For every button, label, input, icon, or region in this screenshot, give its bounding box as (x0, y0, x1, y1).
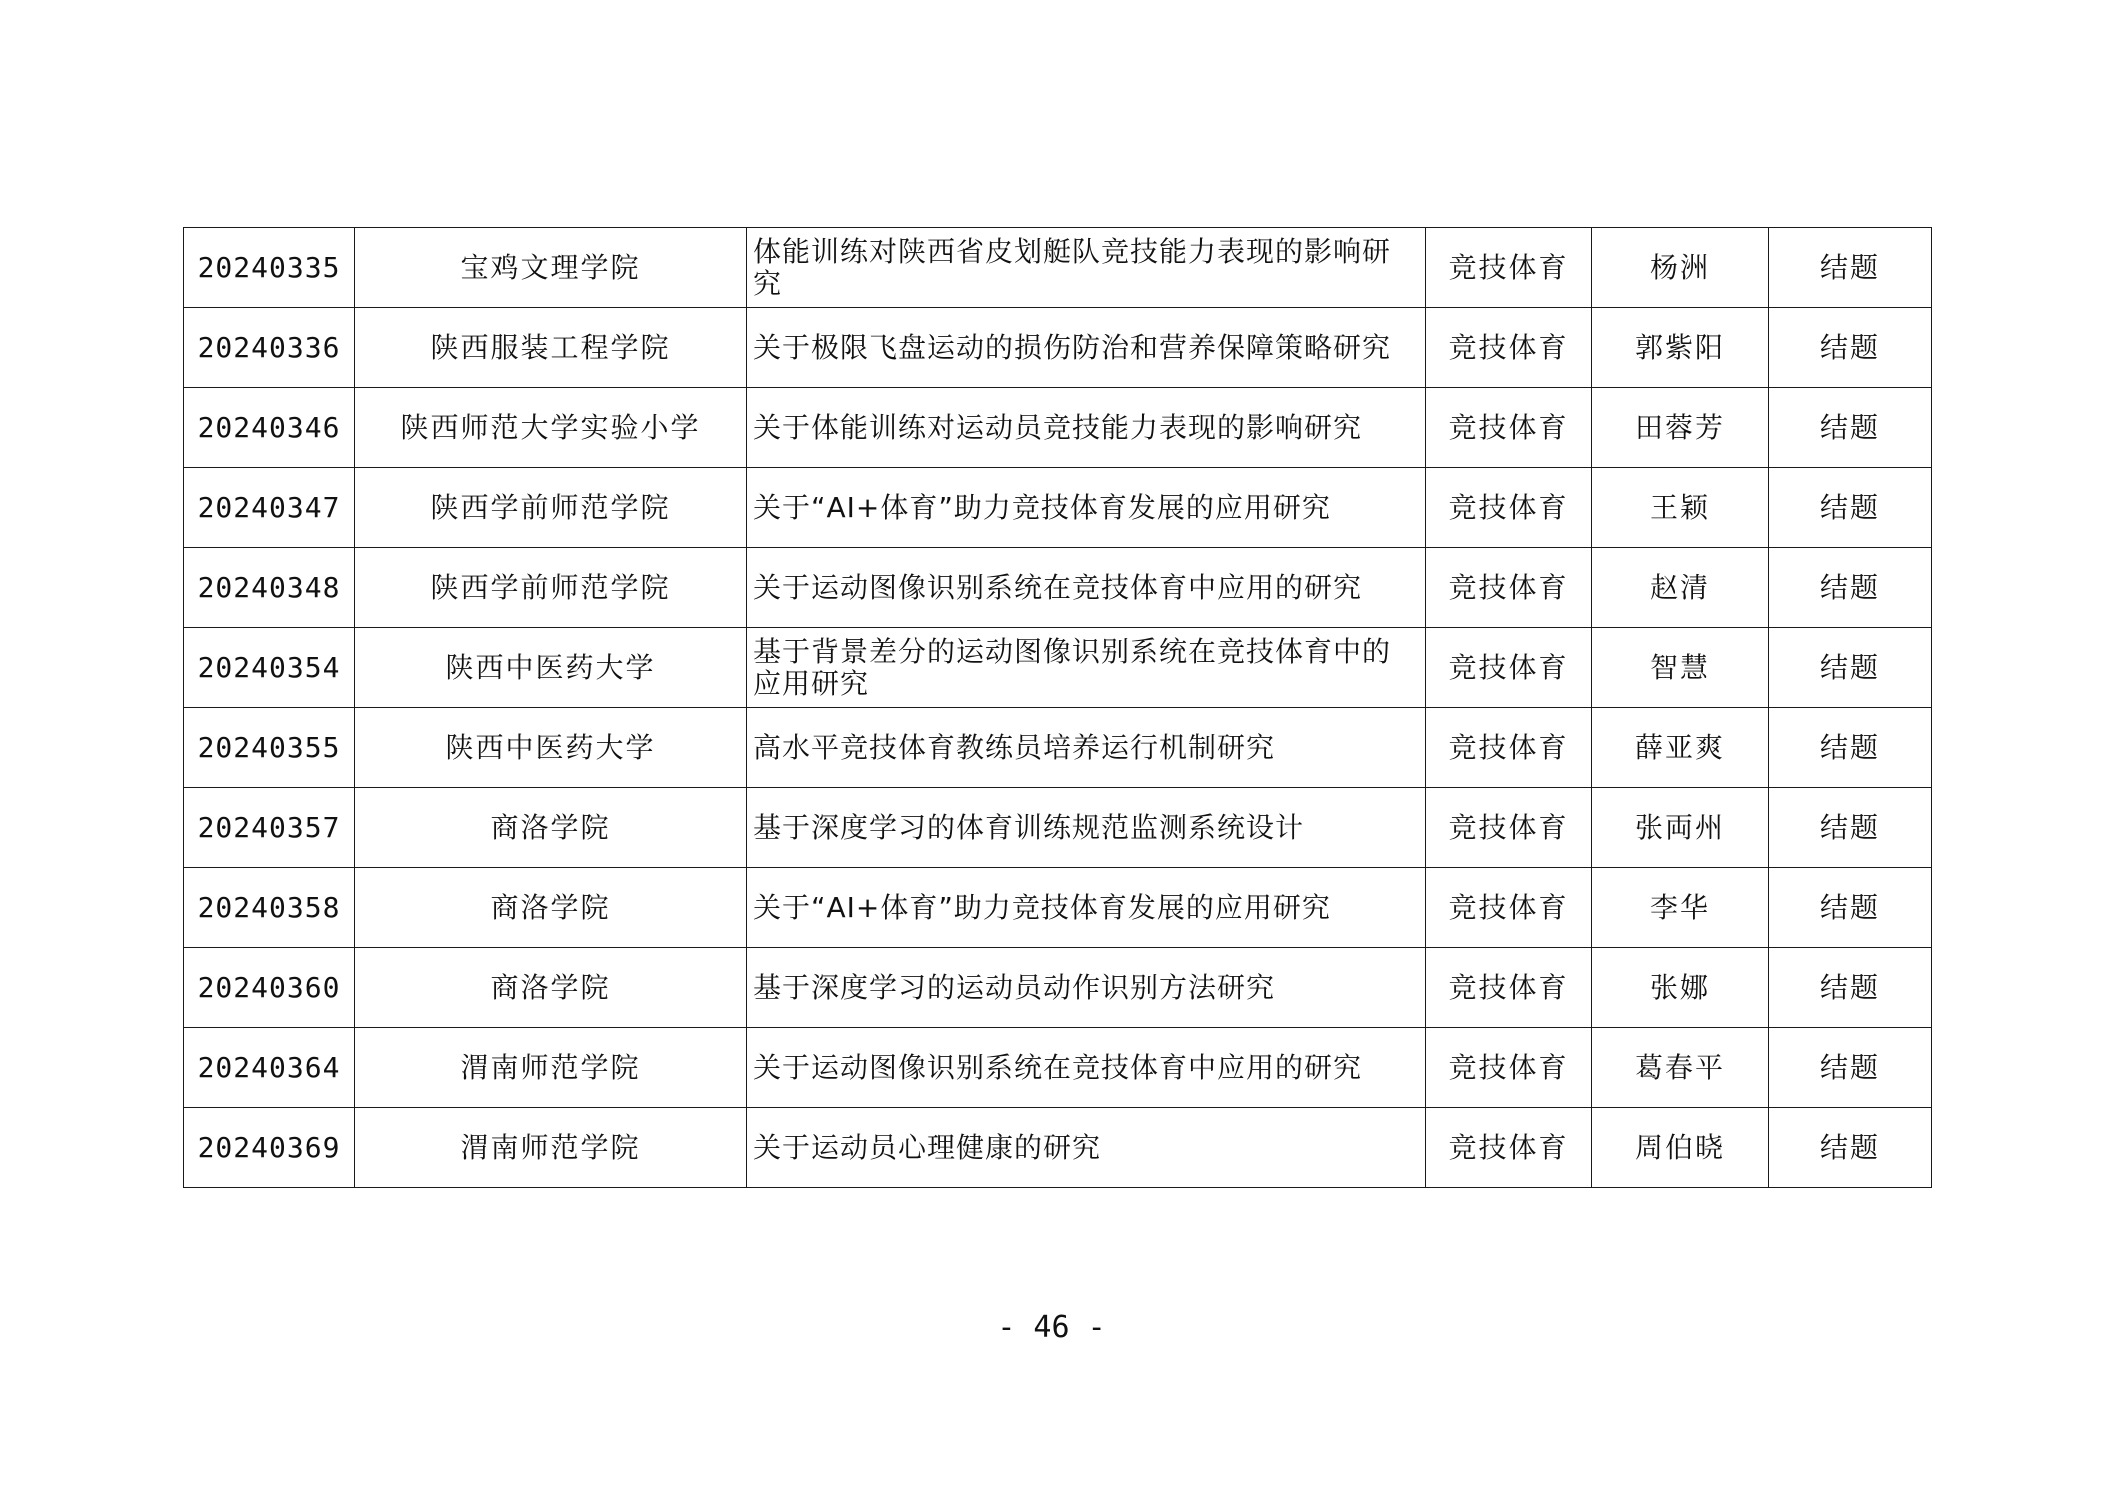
cell-project-title: 关于运动图像识别系统在竞技体育中应用的研究 (747, 548, 1426, 628)
cell-project-title: 关于极限飞盘运动的损伤防治和营养保障策略研究 (747, 308, 1426, 388)
cell-status: 结题 (1769, 388, 1932, 468)
cell-organization: 渭南师范学院 (355, 1108, 747, 1188)
cell-project-title: 关于运动图像识别系统在竞技体育中应用的研究 (747, 1028, 1426, 1108)
cell-status: 结题 (1769, 228, 1932, 308)
cell-project-id: 20240347 (184, 468, 355, 548)
cell-organization: 陕西学前师范学院 (355, 468, 747, 548)
table-body (184, 228, 1932, 1188)
cell-category: 竞技体育 (1426, 468, 1592, 548)
cell-organization: 商洛学院 (355, 868, 747, 948)
cell-status: 结题 (1769, 948, 1932, 1028)
cell-status: 结题 (1769, 308, 1932, 388)
cell-project-id: 20240335 (184, 228, 355, 308)
table-row (184, 308, 1932, 388)
cell-category: 竞技体育 (1426, 948, 1592, 1028)
cell-category: 竞技体育 (1426, 228, 1592, 308)
cell-project-id: 20240336 (184, 308, 355, 388)
cell-person: 王颖 (1592, 468, 1769, 548)
cell-project-title: 基于背景差分的运动图像识别系统在竞技体育中的应用研究 (747, 628, 1426, 708)
cell-status: 结题 (1769, 708, 1932, 788)
table-row (184, 548, 1932, 628)
cell-category: 竞技体育 (1426, 548, 1592, 628)
cell-project-title: 关于“AI+体育”助力竞技体育发展的应用研究 (747, 868, 1426, 948)
table-row (184, 948, 1932, 1028)
cell-category: 竞技体育 (1426, 308, 1592, 388)
cell-status: 结题 (1769, 788, 1932, 868)
cell-project-id: 20240354 (184, 628, 355, 708)
cell-category: 竞技体育 (1426, 788, 1592, 868)
cell-person: 郭紫阳 (1592, 308, 1769, 388)
table-row (184, 1108, 1932, 1188)
cell-status: 结题 (1769, 1108, 1932, 1188)
cell-project-id: 20240357 (184, 788, 355, 868)
cell-organization: 商洛学院 (355, 948, 747, 1028)
cell-person: 杨洲 (1592, 228, 1769, 308)
cell-organization: 陕西中医药大学 (355, 708, 747, 788)
cell-project-id: 20240355 (184, 708, 355, 788)
cell-project-id: 20240364 (184, 1028, 355, 1108)
cell-organization: 陕西师范大学实验小学 (355, 388, 747, 468)
cell-organization: 陕西服装工程学院 (355, 308, 747, 388)
table-row (184, 708, 1932, 788)
cell-project-title: 高水平竞技体育教练员培养运行机制研究 (747, 708, 1426, 788)
cell-organization: 商洛学院 (355, 788, 747, 868)
table-row (184, 788, 1932, 868)
results-table (183, 227, 1932, 1188)
cell-person: 赵清 (1592, 548, 1769, 628)
cell-status: 结题 (1769, 1028, 1932, 1108)
cell-person: 智慧 (1592, 628, 1769, 708)
table-row (184, 388, 1932, 468)
cell-person: 葛春平 (1592, 1028, 1769, 1108)
cell-person: 张両州 (1592, 788, 1769, 868)
cell-organization: 宝鸡文理学院 (355, 228, 747, 308)
cell-project-id: 20240346 (184, 388, 355, 468)
cell-person: 田蓉芳 (1592, 388, 1769, 468)
cell-status: 结题 (1769, 468, 1932, 548)
cell-project-title: 基于深度学习的运动员动作识别方法研究 (747, 948, 1426, 1028)
cell-project-id: 20240348 (184, 548, 355, 628)
cell-project-title: 体能训练对陕西省皮划艇队竞技能力表现的影响研究 (747, 228, 1426, 308)
cell-category: 竞技体育 (1426, 1028, 1592, 1108)
cell-status: 结题 (1769, 868, 1932, 948)
cell-project-title: 关于“AI+体育”助力竞技体育发展的应用研究 (747, 468, 1426, 548)
page-number: - 46 - (997, 1310, 1106, 1345)
table-row (184, 468, 1932, 548)
cell-category: 竞技体育 (1426, 1108, 1592, 1188)
cell-category: 竞技体育 (1426, 868, 1592, 948)
cell-project-id: 20240369 (184, 1108, 355, 1188)
cell-project-id: 20240358 (184, 868, 355, 948)
cell-person: 张娜 (1592, 948, 1769, 1028)
cell-project-title: 基于深度学习的体育训练规范监测系统设计 (747, 788, 1426, 868)
cell-organization: 陕西学前师范学院 (355, 548, 747, 628)
cell-category: 竞技体育 (1426, 708, 1592, 788)
table-row (184, 228, 1932, 308)
cell-organization: 渭南师范学院 (355, 1028, 747, 1108)
cell-organization: 陕西中医药大学 (355, 628, 747, 708)
cell-person: 李华 (1592, 868, 1769, 948)
table-row (184, 868, 1932, 948)
cell-project-title: 关于运动员心理健康的研究 (747, 1108, 1426, 1188)
table-row (184, 628, 1932, 708)
cell-project-title: 关于体能训练对运动员竞技能力表现的影响研究 (747, 388, 1426, 468)
cell-category: 竞技体育 (1426, 388, 1592, 468)
cell-status: 结题 (1769, 628, 1932, 708)
cell-category: 竞技体育 (1426, 628, 1592, 708)
cell-status: 结题 (1769, 548, 1932, 628)
cell-project-id: 20240360 (184, 948, 355, 1028)
cell-person: 周伯晓 (1592, 1108, 1769, 1188)
cell-person: 薛亚爽 (1592, 708, 1769, 788)
table-row (184, 1028, 1932, 1108)
